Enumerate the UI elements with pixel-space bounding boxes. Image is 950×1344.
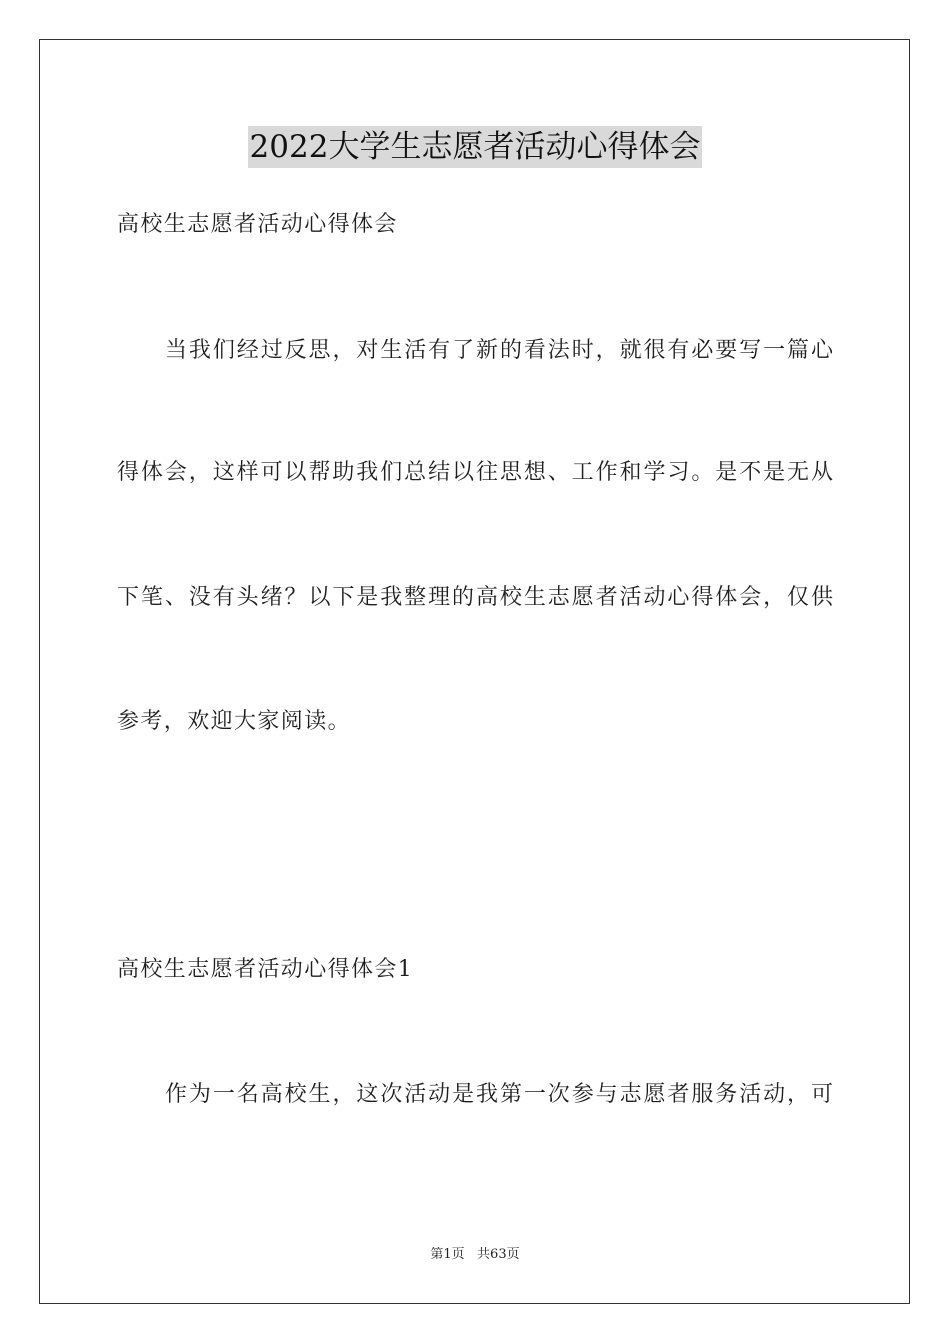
document-title: 2022大学生志愿者活动心得体会 xyxy=(248,126,703,168)
page-number-footer: 第1页 共63页 xyxy=(430,1247,520,1262)
intro-line-1: 当我们经过反思，对生活有了新的看法时，就很有必要写一篇心 xyxy=(165,338,833,363)
section-line-1: 作为一名高校生，这次活动是我第一次参与志愿者服务活动，可 xyxy=(165,1082,833,1107)
intro-line-2: 得体会，这样可以帮助我们总结以往思想、工作和学习。是不是无从 xyxy=(117,460,833,485)
section-heading: 高校生志愿者活动心得体会1 xyxy=(117,957,414,982)
intro-line-3: 下笔、没有头绪？以下是我整理的高校生志愿者活动心得体会，仅供 xyxy=(117,585,833,610)
intro-line-4: 参考，欢迎大家阅读。 xyxy=(117,709,352,734)
document-subtitle: 高校生志愿者活动心得体会 xyxy=(117,212,398,237)
title-container xyxy=(0,126,950,168)
